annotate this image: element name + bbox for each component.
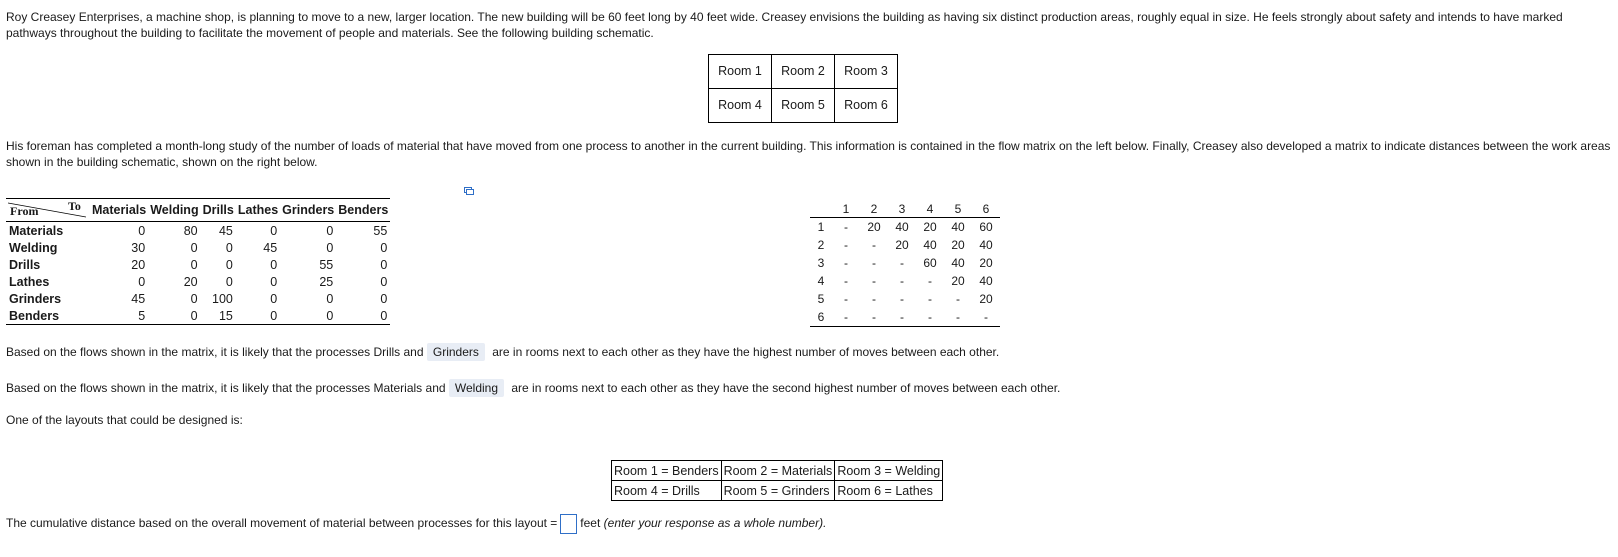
distance-cell: 20 xyxy=(951,238,965,252)
flow-cell: 25 xyxy=(319,274,334,289)
schematic-room-6: Room 6 xyxy=(835,89,898,123)
distance-header: 4 xyxy=(926,202,934,216)
distance-cell: - xyxy=(900,292,904,306)
final-text-before: The cumulative distance based on the overall movement of material between processes for this layout = xyxy=(6,516,558,530)
flow-header-drills: Drills xyxy=(202,203,234,217)
flow-cell: 30 xyxy=(131,240,146,255)
q2-answer-select[interactable]: Welding xyxy=(449,379,504,397)
distance-row xyxy=(810,218,1000,237)
distance-cell: - xyxy=(928,310,932,324)
q2-text-after: are in rooms next to each other as they have the second highest number of moves between each other. xyxy=(511,381,1061,395)
flow-cell: 0 xyxy=(190,308,198,323)
flow-cell: 80 xyxy=(183,223,198,238)
distance-row xyxy=(810,236,1000,254)
distance-cell: - xyxy=(900,274,904,288)
layout-room-6: Room 6 = Lathes xyxy=(835,481,943,501)
layout-table xyxy=(611,460,943,501)
distance-cell: - xyxy=(928,292,932,306)
distance-cell: - xyxy=(872,310,876,324)
distance-row-label: 2 xyxy=(817,238,825,252)
layout-intro: One of the layouts that could be designed is: xyxy=(6,413,243,427)
distance-cell: - xyxy=(844,220,848,234)
flow-cell: 0 xyxy=(326,240,334,255)
flow-cell: 15 xyxy=(218,308,233,323)
flow-row-label: Drills xyxy=(9,257,41,272)
distance-cell: 40 xyxy=(951,220,965,234)
flow-row-label: Welding xyxy=(9,240,58,255)
flow-row xyxy=(6,239,390,256)
distance-cell: 60 xyxy=(979,220,993,234)
layout-room-1: Room 1 = Benders xyxy=(612,461,722,481)
cumulative-distance-input[interactable] xyxy=(560,514,577,534)
schematic-room-2: Room 2 xyxy=(772,55,835,89)
flow-cell: 0 xyxy=(270,223,278,238)
flow-cell: 0 xyxy=(326,308,334,323)
flow-cell: 0 xyxy=(190,257,198,272)
flow-cell: 45 xyxy=(263,240,278,255)
copy-icon[interactable] xyxy=(464,187,474,195)
flow-header-welding: Welding xyxy=(150,203,199,217)
flow-cell: 0 xyxy=(380,240,388,255)
layout-room-5: Room 5 = Grinders xyxy=(721,481,835,501)
distance-header: 2 xyxy=(870,202,878,216)
flow-row xyxy=(6,307,390,325)
flow-row xyxy=(6,290,390,307)
intro-paragraph: Roy Creasey Enterprises, a machine shop, is planning to move to a new, larger location. The new building will be 60 feet long by 40 feet wide. Creasey envisions the building as having six distinct production areas, roughly equal in size. He feels strongly about safety and intends to have marked pathways throughout the building to facilitate the movement of people and materials. See the following building schematic. xyxy=(6,10,1563,40)
flow-header-materials: Materials xyxy=(92,203,147,217)
flow-cell: 5 xyxy=(138,308,146,323)
distance-row-label: 4 xyxy=(817,274,825,288)
distance-cell: - xyxy=(844,274,848,288)
distance-cell: 20 xyxy=(979,292,993,306)
distance-cell: - xyxy=(956,292,960,306)
flow-header-benders: Benders xyxy=(338,203,389,217)
distance-row xyxy=(810,254,1000,272)
distance-row-label: 6 xyxy=(817,310,825,324)
distance-cell: - xyxy=(956,310,960,324)
flow-cell: 0 xyxy=(138,223,146,238)
final-unit: feet xyxy=(580,516,601,530)
layout-room-2: Room 2 = Materials xyxy=(721,461,835,481)
flow-row-label: Materials xyxy=(9,223,64,238)
flow-cell: 20 xyxy=(183,274,198,289)
flow-cell: 0 xyxy=(270,291,278,306)
distance-cell: 20 xyxy=(979,256,993,270)
distance-corner xyxy=(810,201,832,218)
distance-cell: - xyxy=(872,274,876,288)
flow-corner-header xyxy=(6,199,90,222)
distance-cell: - xyxy=(928,274,932,288)
flow-cell: 55 xyxy=(319,257,334,272)
q1-text-after: are in rooms next to each other as they have the highest number of moves between each other. xyxy=(492,345,1000,359)
final-hint: (enter your response as a whole number). xyxy=(603,516,827,530)
flow-cell: 0 xyxy=(270,274,278,289)
distance-row-label: 3 xyxy=(817,256,825,270)
flow-cell: 0 xyxy=(380,308,388,323)
q2-text-before: Based on the flows shown in the matrix, it is likely that the processes Materials and xyxy=(6,381,446,395)
distance-header: 6 xyxy=(982,202,990,216)
distance-header: 1 xyxy=(842,202,850,216)
distance-cell: - xyxy=(844,256,848,270)
distance-cell: - xyxy=(900,310,904,324)
flow-cell: 0 xyxy=(380,274,388,289)
flow-cell: 0 xyxy=(190,291,198,306)
distance-header: 5 xyxy=(954,202,962,216)
distance-cell: - xyxy=(872,292,876,306)
question-1 xyxy=(6,343,999,361)
distance-cell: 40 xyxy=(979,274,993,288)
flow-row xyxy=(6,222,390,240)
distance-cell: 20 xyxy=(923,220,937,234)
distance-cell: - xyxy=(872,238,876,252)
distance-row-label: 5 xyxy=(817,292,825,306)
distance-row xyxy=(810,272,1000,290)
flow-cell: 55 xyxy=(373,223,388,238)
distance-cell: - xyxy=(984,310,988,324)
distance-cell: 40 xyxy=(951,256,965,270)
distance-cell: 40 xyxy=(895,220,909,234)
layout-room-3: Room 3 = Welding xyxy=(835,461,943,481)
flow-row xyxy=(6,273,390,290)
flow-header-grinders: Grinders xyxy=(282,203,335,217)
flow-cell: 0 xyxy=(326,223,334,238)
distance-row xyxy=(810,308,1000,327)
distance-cell: - xyxy=(872,256,876,270)
flow-row xyxy=(6,256,390,273)
distance-row-label: 1 xyxy=(817,220,825,234)
flow-cell: 0 xyxy=(380,257,388,272)
distance-matrix xyxy=(810,201,1000,327)
question-2 xyxy=(6,379,1060,397)
flow-matrix xyxy=(6,198,390,325)
flow-cell: 0 xyxy=(326,291,334,306)
layout-room-4: Room 4 = Drills xyxy=(612,481,722,501)
q1-text-before: Based on the flows shown in the matrix, it is likely that the processes Drills and xyxy=(6,345,424,359)
flow-cell: 0 xyxy=(225,257,233,272)
flow-header-lathes: Lathes xyxy=(237,203,279,217)
distance-cell: - xyxy=(844,310,848,324)
flow-row-label: Grinders xyxy=(9,291,62,306)
distance-cell: 40 xyxy=(979,238,993,252)
to-label: To xyxy=(68,199,81,213)
from-label: From xyxy=(10,204,39,218)
distance-cell: 20 xyxy=(895,238,909,252)
final-question xyxy=(6,513,826,534)
q1-answer-select[interactable]: Grinders xyxy=(427,343,485,361)
distance-cell: 20 xyxy=(867,220,881,234)
flow-cell: 0 xyxy=(380,291,388,306)
flow-row-label: Lathes xyxy=(9,274,50,289)
schematic-room-3: Room 3 xyxy=(835,55,898,89)
schematic-room-4: Room 4 xyxy=(709,89,772,123)
distance-header: 3 xyxy=(898,202,906,216)
distance-cell: 20 xyxy=(951,274,965,288)
flow-cell: 0 xyxy=(138,274,146,289)
distance-row xyxy=(810,290,1000,308)
distance-cell: 40 xyxy=(923,238,937,252)
distance-cell: - xyxy=(844,292,848,306)
flow-cell: 45 xyxy=(131,291,146,306)
flow-cell: 20 xyxy=(131,257,146,272)
flow-cell: 0 xyxy=(190,240,198,255)
flow-cell: 0 xyxy=(225,240,233,255)
flow-cell: 100 xyxy=(212,291,233,306)
building-schematic xyxy=(708,54,898,123)
distance-cell: 60 xyxy=(923,256,937,270)
flow-cell: 45 xyxy=(218,223,233,238)
schematic-room-5: Room 5 xyxy=(772,89,835,123)
distance-cell: - xyxy=(844,238,848,252)
distance-cell: - xyxy=(900,256,904,270)
flow-cell: 0 xyxy=(270,257,278,272)
flow-cell: 0 xyxy=(225,274,233,289)
foreman-paragraph: His foreman has completed a month-long study of the number of loads of material that have moved from one process to another in the current building. This information is contained in the flow matrix on the left below. Finally, Creasey also developed a matrix to indicate distances between the work areas shown in the building schematic, shown on the right below. xyxy=(6,139,1611,169)
flow-cell: 0 xyxy=(270,308,278,323)
flow-row-label: Benders xyxy=(9,308,60,323)
schematic-room-1: Room 1 xyxy=(709,55,772,89)
